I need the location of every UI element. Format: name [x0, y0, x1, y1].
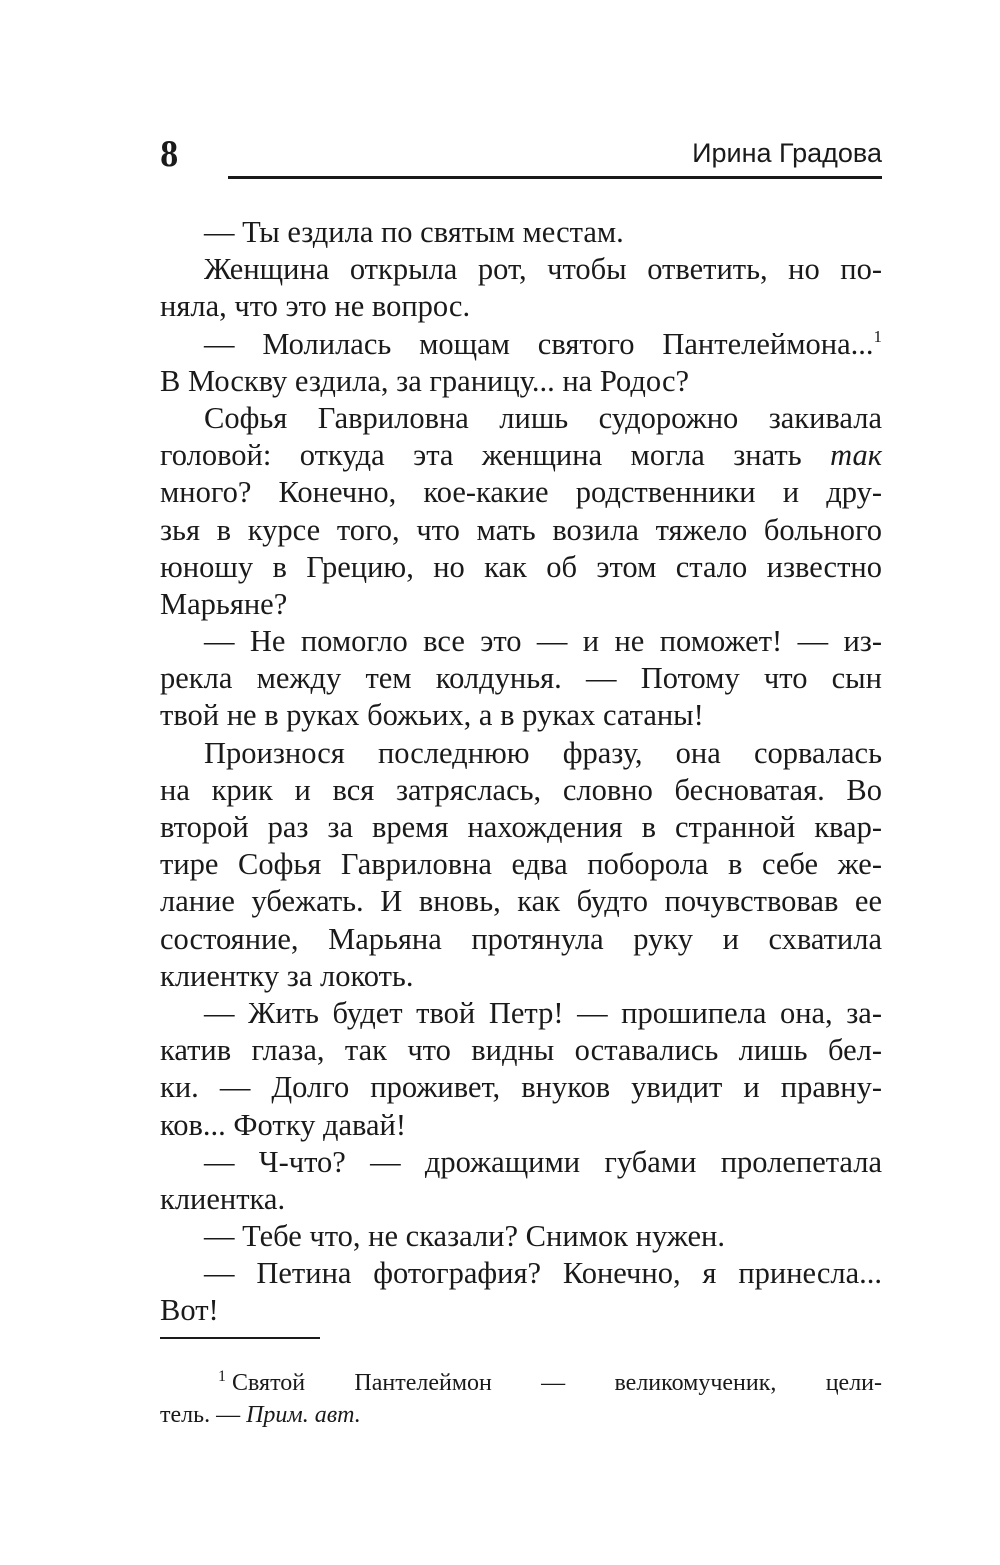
text-line: Вот! — [160, 1293, 219, 1328]
text-line: ков... Фотку давай! — [160, 1107, 407, 1142]
text-line: рекла между тем колдунья. — Потому что сын — [160, 661, 882, 696]
text-line: юношу в Грецию, но как об этом стало известно — [160, 549, 882, 584]
footnote-reference: 1 — [873, 326, 882, 346]
text-line: Софья Гавриловна лишь судорожно закивала — [204, 400, 882, 435]
text-line: — Петина фотография? Конечно, я принесла... — [204, 1256, 882, 1291]
page-header — [160, 135, 882, 188]
text-line: Произнося последнюю фразу, она сорвалась — [204, 735, 882, 770]
text-line: много? Конечно, кое-какие родственники и дру- — [160, 475, 882, 510]
text-line: головой: откуда эта женщина могла знать так — [160, 438, 882, 473]
text-line: тире Софья Гавриловна едва поборола в себе же- — [160, 847, 882, 882]
text-line: второй раз за время нахождения в странной квар- — [160, 810, 882, 844]
text-line: — Молилась мощам святого Пантелеймона...$^1$ — [204, 326, 882, 361]
text-line: лание убежать. И вновь, как будто почувствовав ее — [160, 884, 882, 919]
text-line: — Ч-что? — дрожащими губами пролепетала — [204, 1144, 882, 1179]
text-line: твой не в руках божьих, а в руках сатаны! — [160, 698, 704, 733]
text-line: ки. — Долго проживет, внуков увидит и правну- — [160, 1070, 882, 1105]
text-line: на крик и вся затряслась, словно бесноватая. Во — [160, 772, 882, 807]
text-line: Женщина открыла рот, чтобы ответить, но по- — [204, 252, 882, 287]
header-rule — [228, 176, 882, 179]
text-line: — Ты ездила по святым местам. — [204, 215, 624, 249]
text-line: зья в курсе того, что мать возила тяжело больного — [160, 512, 882, 547]
footnote — [160, 1367, 882, 1431]
footnote-line: тель. — Прим. авт. — [160, 1402, 361, 1428]
footnote-rule — [160, 1337, 320, 1339]
text-line: состояние, Марьяна протянула руку и схватила — [160, 921, 882, 956]
text-line: няла, что это не вопрос. — [160, 289, 471, 324]
footnote-author-note: Прим. авт. — [246, 1402, 361, 1428]
text-line: В Москву ездила, за границу... на Родос? — [160, 363, 690, 398]
text-line: катив глаза, так что видны оставались лишь бел- — [160, 1033, 882, 1068]
text-line: — Тебе что, не сказали? Снимок нужен. — [204, 1219, 725, 1254]
running-head-author: Ирина Градова — [692, 138, 882, 168]
page-number: 8 — [160, 135, 178, 175]
body-text — [160, 214, 882, 1330]
text-line: клиентку за локоть. — [160, 958, 414, 993]
emphasis: так — [830, 438, 882, 473]
text-line: — Не помогло все это — и не поможет! — из- — [204, 624, 882, 659]
text-line: Марьяне? — [160, 586, 288, 621]
text-line: — Жить будет твой Петр! — прошипела она, за- — [204, 995, 882, 1030]
text-line: клиентка. — [160, 1181, 286, 1216]
footnote-marker: 1 — [218, 1368, 226, 1385]
footnote-line: $^1$ Святой Пантелеймон — великомученик, цели- — [218, 1368, 882, 1396]
